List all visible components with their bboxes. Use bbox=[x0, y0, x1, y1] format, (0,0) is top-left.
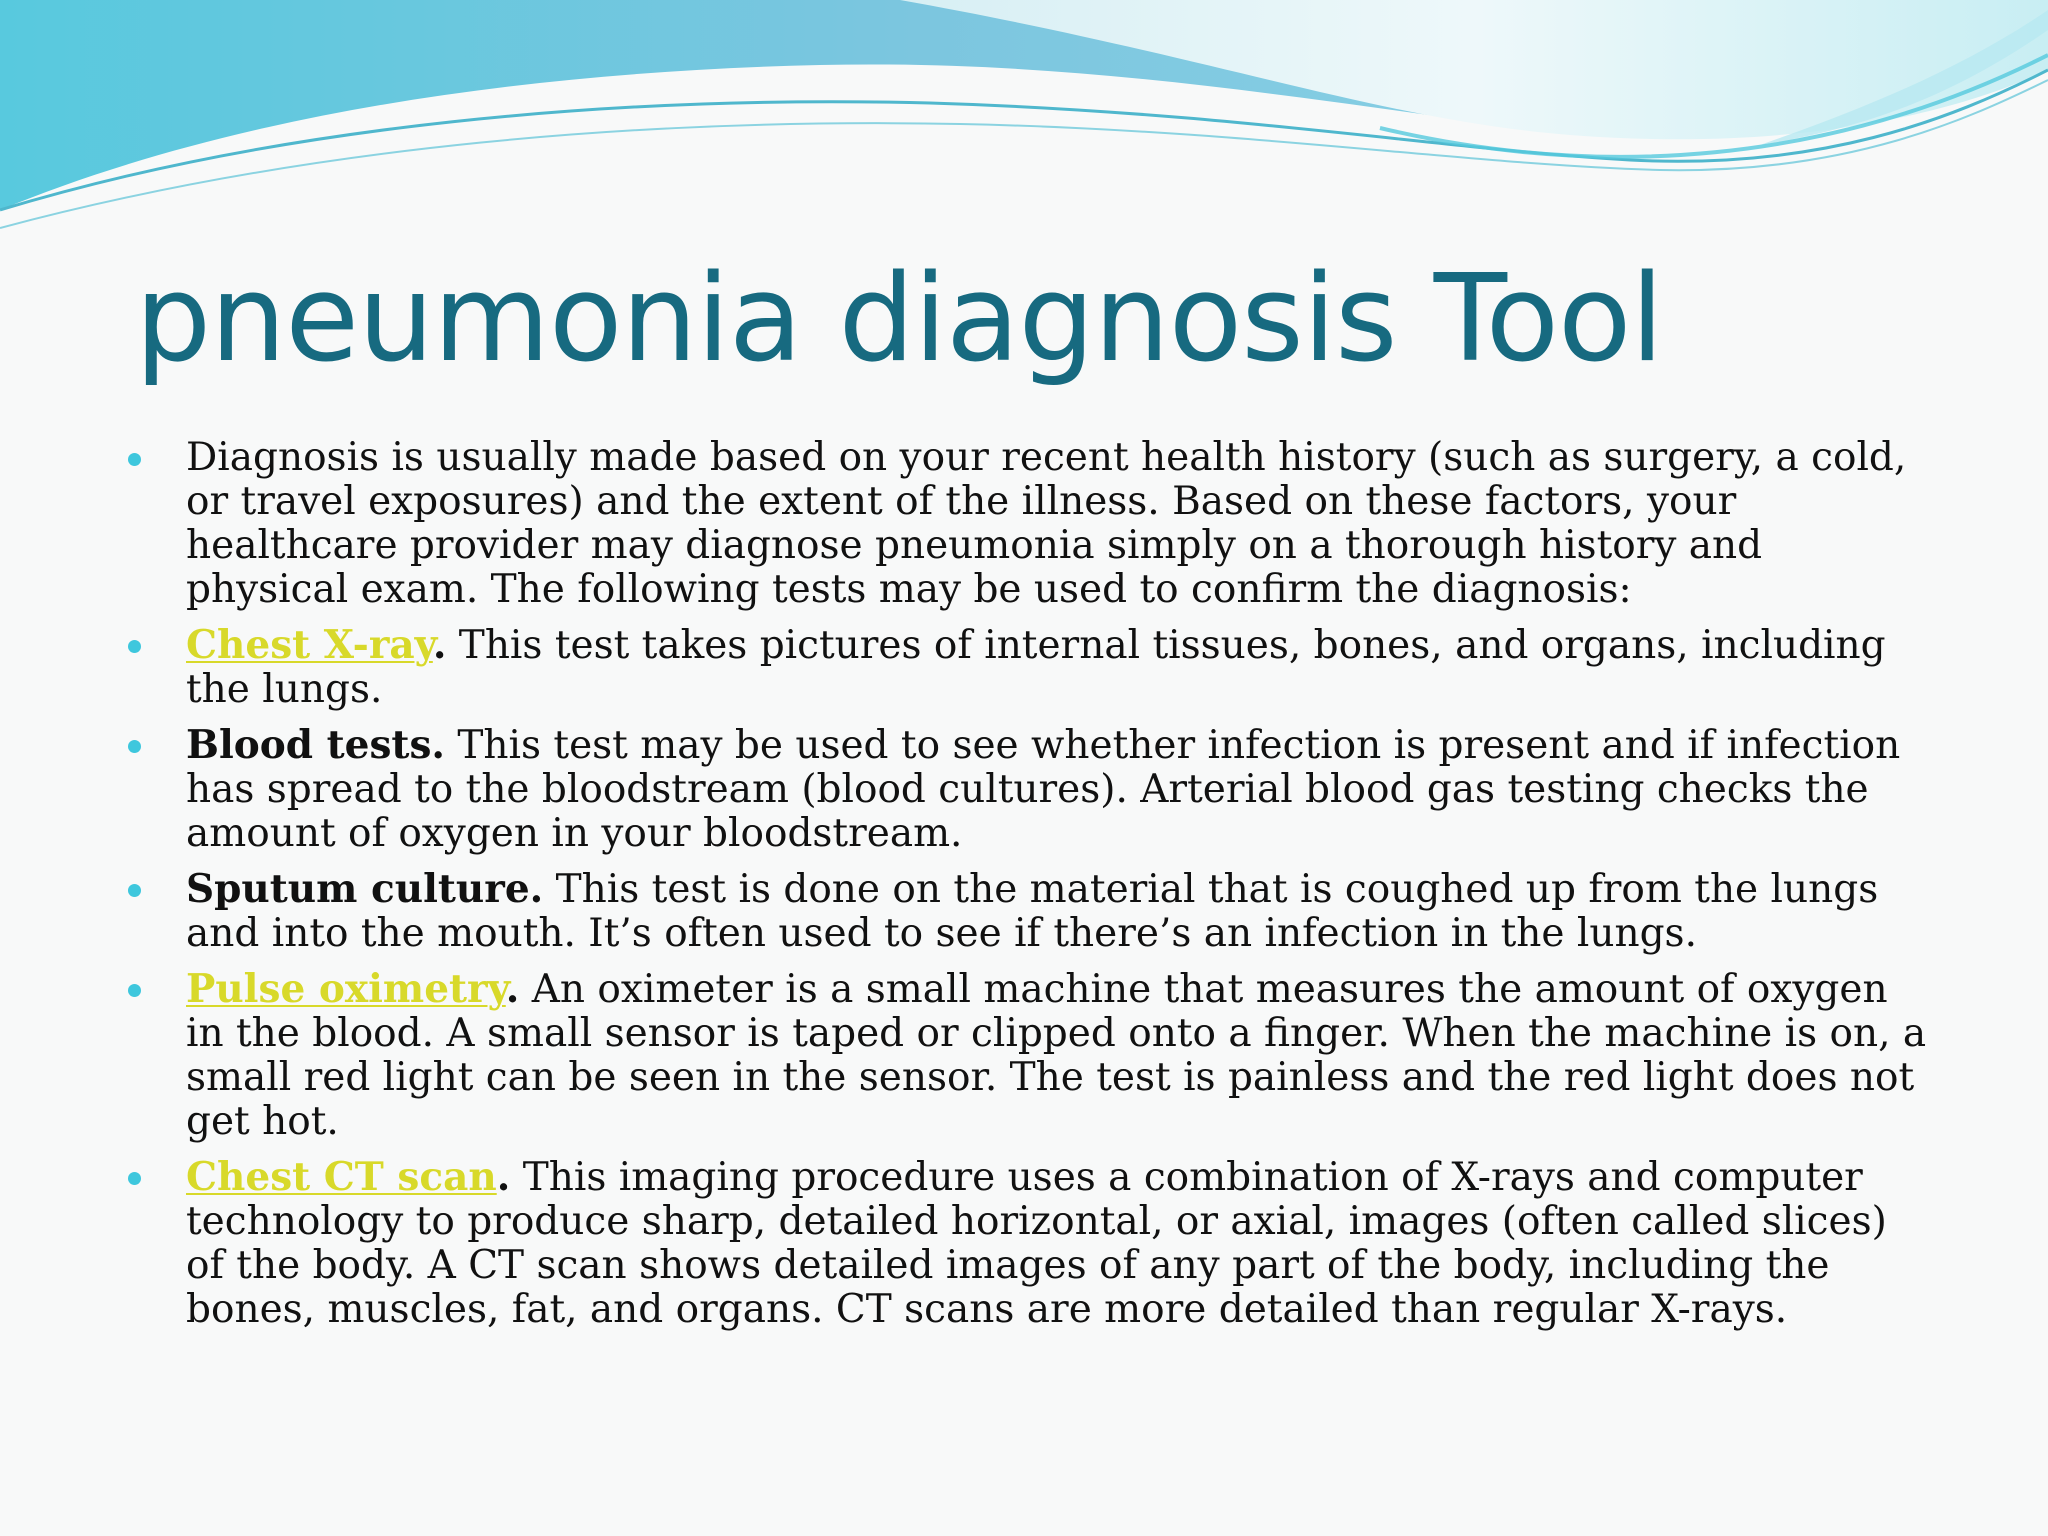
diagnosis-intro-text: Diagnosis is usually made based on your recent health history (such as surgery, a cold, or travel exposures) and the extent of the illness. Based on these factors, your healthcare provider may diagnose pneumonia simply on a thorough history and physical exam. The following tests may be used to confirm the diagnosis: bbox=[186, 435, 1907, 612]
bullet-dot-icon bbox=[128, 984, 141, 997]
sputum-culture-item bbox=[128, 867, 1928, 956]
chest-ct-scan-link[interactable]: Chest CT scan bbox=[186, 1154, 497, 1200]
blood-tests-term: Blood tests. bbox=[186, 722, 445, 768]
chest-ct-scan-item bbox=[128, 1155, 1928, 1332]
pulse-oximetry-item bbox=[128, 967, 1928, 1144]
pulse-oximetry-link[interactable]: Pulse oximetry bbox=[186, 966, 506, 1012]
chest-x-ray-link[interactable]: Chest X-ray bbox=[186, 622, 433, 668]
chest-x-ray-description: This test takes pictures of internal tissues, bones, and organs, including the lungs. bbox=[186, 623, 1886, 712]
chest-x-ray-item bbox=[128, 623, 1928, 712]
diagnosis-bullet-list bbox=[128, 436, 1928, 1343]
bullet-dot-icon bbox=[128, 453, 141, 466]
bullet-dot-icon bbox=[128, 884, 141, 897]
header-wave-decoration bbox=[0, 0, 2048, 240]
chest-ct-scan-description: This imaging procedure uses a combination of X-rays and computer technology to produce sharp, detailed horizontal, or axial, images (often called slices) of the body. A CT scan shows detailed images of any part of the body, including the bones, muscles, fat, and organs. CT scans are more detailed than regular X-rays. bbox=[186, 1155, 1887, 1332]
pulse-oximetry-period: . bbox=[505, 966, 520, 1012]
slide-title: pneumonia diagnosis Tool bbox=[135, 250, 1663, 389]
sputum-culture-term: Sputum culture. bbox=[186, 866, 544, 912]
bullet-dot-icon bbox=[128, 1172, 141, 1185]
bullet-dot-icon bbox=[128, 740, 141, 753]
pulse-oximetry-description: An oximeter is a small machine that measures the amount of oxygen in the blood. A small sensor is taped or clipped onto a finger. When the machine is on, a small red light can be seen in the sensor. The test is painless and the red light does not get hot. bbox=[186, 967, 1927, 1144]
blood-tests-item bbox=[128, 723, 1928, 856]
chest-x-ray-period: . bbox=[432, 622, 447, 668]
blood-tests-description: This test may be used to see whether infection is present and if infection has spread to the bloodstream (blood cultures). Arterial blood gas testing checks the amount of oxygen in your bloodstream. bbox=[186, 723, 1901, 856]
chest-ct-scan-period: . bbox=[496, 1154, 511, 1200]
diagnosis-intro-item bbox=[128, 436, 1928, 612]
bullet-dot-icon bbox=[128, 640, 141, 653]
sputum-culture-description: This test is done on the material that is coughed up from the lungs and into the mouth. It’s often used to see if there’s an infection in the lungs. bbox=[186, 867, 1879, 956]
